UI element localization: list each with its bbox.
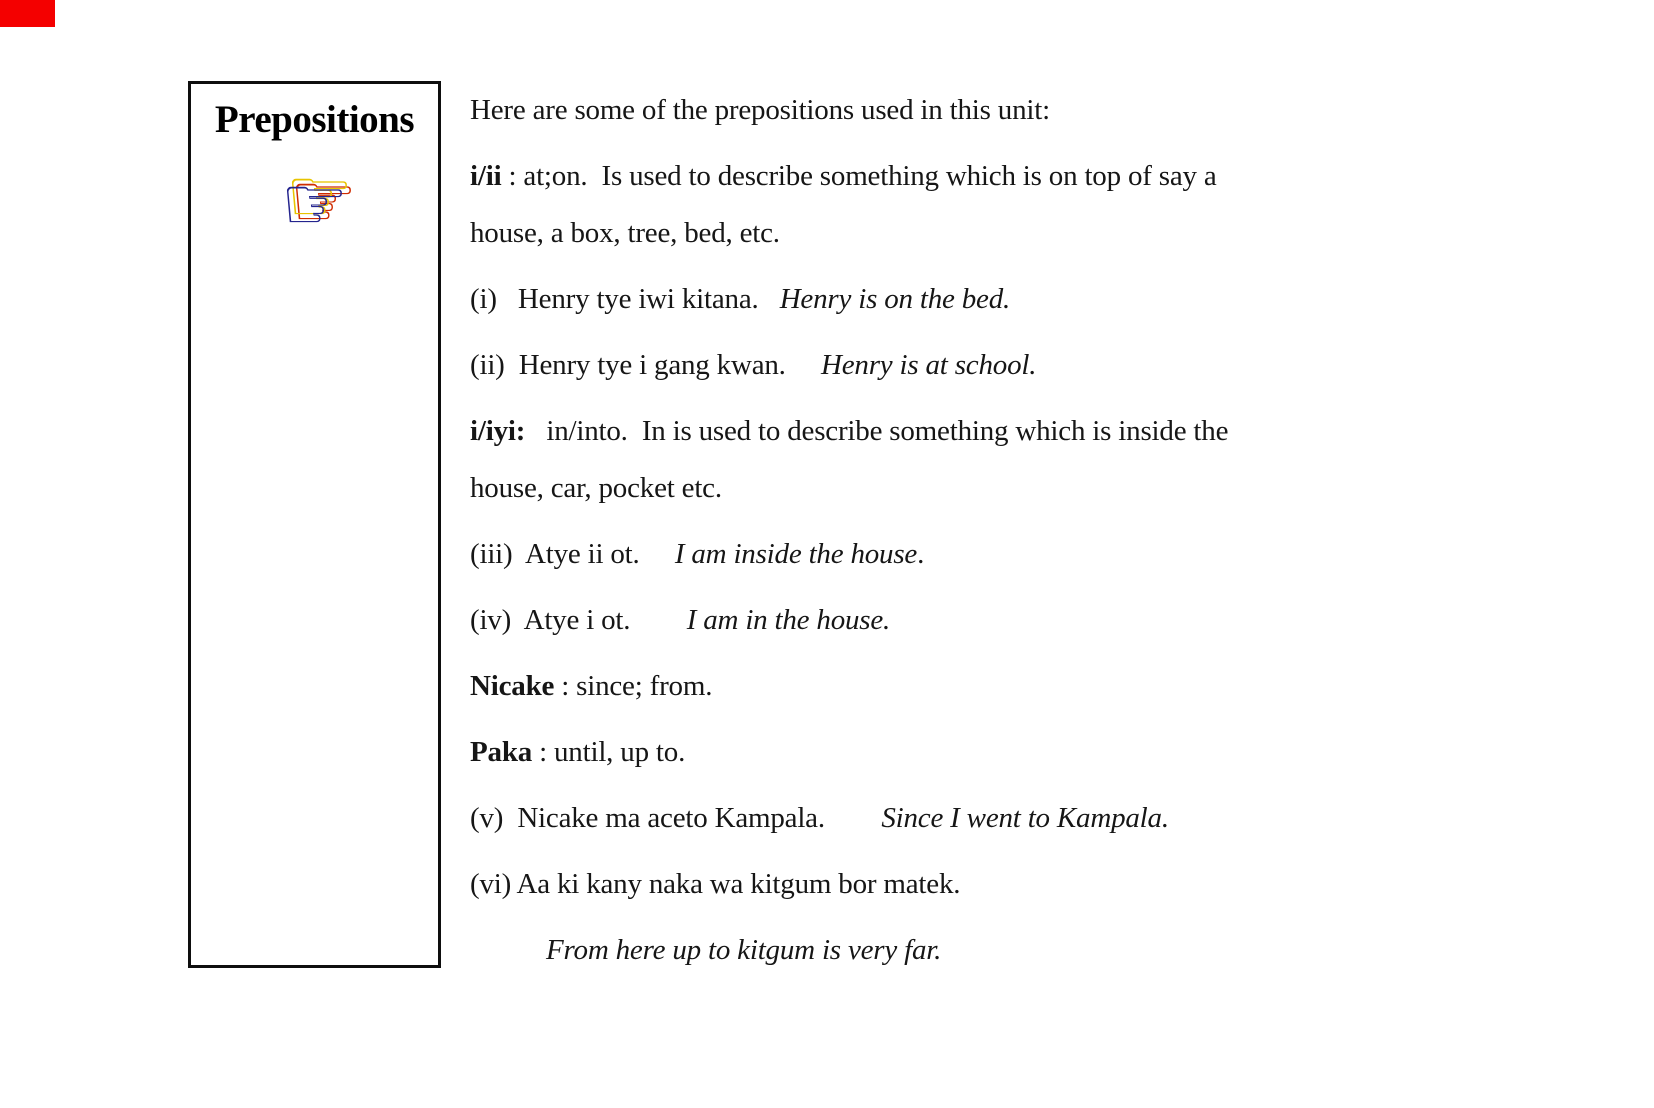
translation-segment: From here up to kitgum is very far. (546, 934, 942, 966)
example-iii (470, 526, 1620, 583)
definition-i-ii-line2 (470, 205, 1620, 262)
text-segment: (v) Nicake ma aceto Kampala. (470, 802, 882, 834)
term-paka: Paka (470, 736, 533, 768)
text-segment: (ii) Henry tye i gang kwan. (470, 349, 821, 381)
text-segment: house, a box, tree, bed, etc. (470, 217, 780, 249)
example-v (470, 790, 1620, 847)
red-corner-artifact (0, 0, 55, 27)
text-segment: in/into. In is used to describe something which is inside the (525, 415, 1229, 447)
text-segment: : at;on. Is used to describe something which is on top of say a (501, 160, 1217, 192)
intro-line (470, 82, 1620, 139)
translation-segment: Henry is on the bed. (779, 283, 1011, 315)
text-segment: : until, up to. (532, 736, 686, 768)
translation-segment: Henry is at school. (820, 349, 1037, 381)
example-iv (470, 592, 1620, 649)
prepositions-box (188, 81, 441, 968)
box-title: Prepositions (214, 98, 415, 141)
definition-i-iyi-line2 (470, 460, 1620, 517)
translation-segment: Since I went to Kampala. (881, 802, 1169, 834)
text-segment: (vi) Aa ki kany naka wa kitgum bor matek. (470, 868, 961, 900)
text-segment: : since; from. (554, 670, 713, 702)
term-i-ii: i/ii (470, 160, 502, 192)
term-i-iyi: i/iyi: (470, 415, 526, 447)
text-segment: house, car, pocket etc. (470, 472, 722, 504)
translation-segment: I am in the house. (686, 604, 891, 636)
text-segment: Here are some of the prepositions used in this unit: (470, 94, 1050, 126)
example-vi-translation (470, 922, 1620, 979)
pointing-hand-icon: ☞ (280, 159, 349, 248)
text-segment: (iv) Atye i ot. (470, 604, 687, 636)
term-nicake: Nicake (470, 670, 555, 702)
example-vi (470, 856, 1620, 913)
text-segment: (iii) Atye ii ot. (470, 538, 675, 570)
lesson-text (470, 82, 1620, 979)
definition-i-iyi-line1 (470, 403, 1620, 460)
translation-segment: I am inside the house (674, 538, 918, 570)
text-segment: (i) Henry tye iwi kitana. (470, 283, 780, 315)
definition-i-ii-line1 (470, 148, 1620, 205)
text-segment: . (917, 538, 925, 570)
definition-paka (470, 724, 1620, 781)
example-i (470, 271, 1620, 328)
definition-nicake (470, 658, 1620, 715)
example-ii (470, 337, 1620, 394)
